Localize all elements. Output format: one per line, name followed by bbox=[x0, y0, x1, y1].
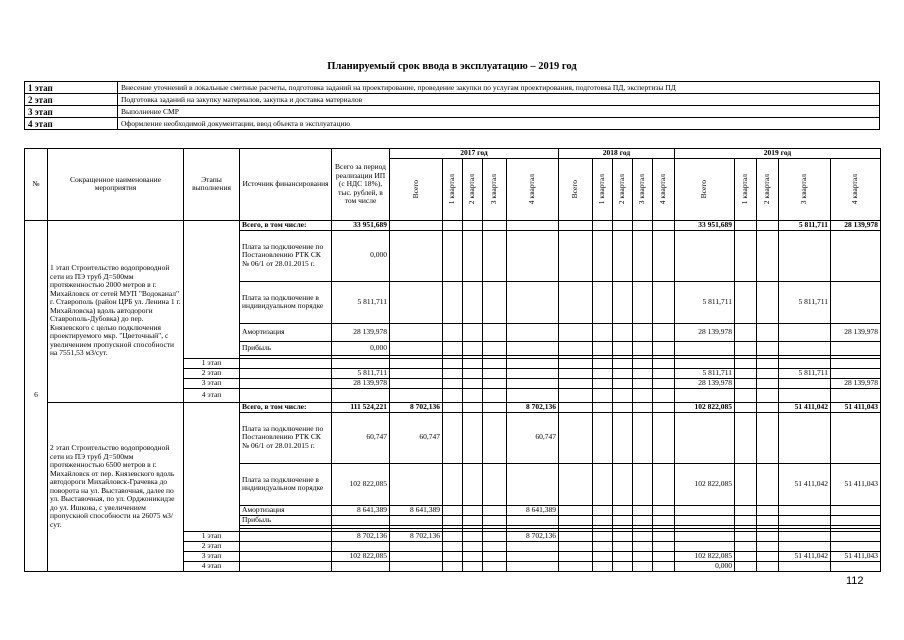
value-cell: 8 702,136 bbox=[507, 531, 559, 541]
stage-label: 3 этап bbox=[25, 106, 118, 118]
value-cell: 51 411,042 bbox=[779, 463, 831, 505]
col-q2-2017: 2 квартал bbox=[467, 173, 477, 205]
col-q3-2018: 3 квартал bbox=[637, 173, 647, 205]
value-cell: 60,747 bbox=[332, 412, 390, 463]
stage-text: Подготовка заданий на закупку материалов, закупка и доставка материалов bbox=[118, 94, 880, 106]
stage-cell: 2 этап bbox=[184, 368, 240, 378]
table-row bbox=[25, 402, 881, 412]
stage-row bbox=[25, 118, 880, 130]
col-q2-2018: 2 квартал bbox=[617, 173, 627, 205]
source-label: Всего, в том числе: bbox=[240, 220, 332, 230]
value-cell: 28 139,978 bbox=[332, 378, 390, 388]
stage-row bbox=[25, 82, 880, 94]
source-label: Амортизация bbox=[240, 505, 332, 515]
row-number: 6 bbox=[25, 220, 48, 571]
col-q4-2019: 4 квартал bbox=[850, 173, 860, 205]
value-cell: 5 811,711 bbox=[779, 368, 831, 378]
stage-cell: 3 этап bbox=[184, 551, 240, 561]
value-cell: 8 702,136 bbox=[390, 531, 443, 541]
value-cell: 28 139,978 bbox=[332, 323, 390, 341]
value-cell: 51 411,042 bbox=[779, 551, 831, 561]
value-cell: 0,000 bbox=[675, 561, 735, 571]
col-all-2018: Всего bbox=[570, 179, 580, 199]
col-q1-2019: 1 квартал bbox=[740, 173, 750, 205]
stages-table bbox=[24, 81, 880, 130]
value-cell: 5 811,711 bbox=[675, 368, 735, 378]
value-cell: 51 411,042 bbox=[779, 402, 831, 412]
stage-text: Внесение уточнений в локальные сметные расчеты, подготовка заданий на проектирование, проведение закупки по услугам проектирования, подготовка ПД, экспертизы ПД bbox=[118, 82, 880, 94]
project-name: 1 этап Строительство водопроводной сети из ПЭ труб Д=500мм протяженностью 2000 метров в г. Михайловск от сетей МУП "Водоканал" г. Ставрополь (район ЦРБ ул. Ленина 1 г. Михайловска) вдоль автодороги Ставрополь-Дубовка) до пер. Князевского с целью подключения проектируемого мкр. "Цветочный", с увеличением пропускной способности на 7551,53 м3/сут. bbox=[48, 220, 184, 402]
source-label: Амортизация bbox=[240, 323, 332, 341]
value-cell: 28 139,978 bbox=[831, 323, 881, 341]
value-cell: 8 641,389 bbox=[332, 505, 390, 515]
source-label: Плата за подключение по Постановлению РТК СК № 06/1 от 28.01.2015 г. bbox=[240, 412, 332, 463]
stage-cell: 2 этап bbox=[184, 541, 240, 551]
stage-text: Оформление необходимой документации, ввод объекта в эксплуатацию bbox=[118, 118, 880, 130]
stage-label: 1 этап bbox=[25, 82, 118, 94]
col-stages: Этапы выполнения bbox=[184, 149, 240, 221]
col-q3-2017: 3 квартал bbox=[489, 173, 499, 205]
value-cell: 8 702,136 bbox=[507, 402, 559, 412]
source-label: Плата за подключение по Постановлению РТК СК № 06/1 от 28.01.2015 г. bbox=[240, 230, 332, 281]
col-q1-2018: 1 квартал bbox=[597, 173, 607, 205]
value-cell: 0,000 bbox=[332, 230, 390, 281]
value-cell: 33 951,689 bbox=[332, 220, 390, 230]
col-q2-2019: 2 квартал bbox=[762, 173, 772, 205]
value-cell: 102 822,085 bbox=[332, 551, 390, 561]
page-number: 112 bbox=[846, 575, 864, 587]
value-cell: 28 139,978 bbox=[675, 323, 735, 341]
col-q3-2019: 3 квартал bbox=[799, 173, 809, 205]
stage-row bbox=[25, 94, 880, 106]
col-q1-2017: 1 квартал bbox=[447, 173, 457, 205]
value-cell: 102 822,085 bbox=[675, 551, 735, 561]
value-cell: 102 822,085 bbox=[332, 463, 390, 505]
value-cell: 33 951,689 bbox=[675, 220, 735, 230]
col-num: № bbox=[25, 149, 48, 221]
source-label: Всего, в том числе: bbox=[240, 402, 332, 412]
value-cell: 28 139,978 bbox=[831, 378, 881, 388]
value-cell: 102 822,085 bbox=[675, 402, 735, 412]
stage-label: 2 этап bbox=[25, 94, 118, 106]
stage-text: Выполнение СМР bbox=[118, 106, 880, 118]
col-all-2017: Всего bbox=[410, 179, 420, 199]
value-cell: 28 139,978 bbox=[831, 220, 881, 230]
col-year-2019: 2019 год bbox=[675, 149, 881, 159]
col-q4-2018: 4 квартал bbox=[658, 173, 668, 205]
value-cell: 0,000 bbox=[332, 341, 390, 355]
source-label: Плата за подключение в индивидуальном порядке bbox=[240, 281, 332, 323]
stage-cell: 4 этап bbox=[184, 561, 240, 571]
stage-cell: 1 этап bbox=[184, 358, 240, 368]
value-cell: 8 702,136 bbox=[332, 531, 390, 541]
source-label: Плата за подключение в индивидуальном порядке bbox=[240, 463, 332, 505]
col-total: Всего за период реализации ИП (с НДС 18%), тыс. рублей, в том числе bbox=[332, 149, 390, 221]
col-source: Источник финансирования bbox=[240, 149, 332, 221]
value-cell: 60,747 bbox=[507, 412, 559, 463]
stage-cell: 4 этап bbox=[184, 388, 240, 402]
col-all-2019: Всего bbox=[699, 179, 709, 199]
value-cell: 102 822,085 bbox=[675, 463, 735, 505]
value-cell: 28 139,978 bbox=[675, 378, 735, 388]
table-row bbox=[25, 220, 881, 230]
value-cell: 5 811,711 bbox=[332, 281, 390, 323]
stage-cell: 3 этап bbox=[184, 378, 240, 388]
value-cell: 5 811,711 bbox=[779, 281, 831, 323]
stage-cell: 1 этап bbox=[184, 531, 240, 541]
value-cell: 51 411,043 bbox=[831, 551, 881, 561]
value-cell: 8 641,389 bbox=[507, 505, 559, 515]
value-cell: 51 411,043 bbox=[831, 463, 881, 505]
value-cell: 60,747 bbox=[390, 412, 443, 463]
value-cell: 5 811,711 bbox=[675, 281, 735, 323]
value-cell: 8 702,136 bbox=[390, 402, 443, 412]
value-cell: 51 411,043 bbox=[831, 402, 881, 412]
project-name: 2 этап Строительство водопроводной сети из ПЭ труб Д=500мм протяженностью 6500 метров в г. Михайловск от пер. Князевского вдоль автодороги Михайловск-Грачевка до поворота на ул. Выставочная, далее по ул. Выставочная, по ул. Орджоникидзе до ул. Ишкова, с увеличением пропускной способности на 26075 м3/сут. bbox=[48, 402, 184, 571]
value-cell: 5 811,711 bbox=[332, 368, 390, 378]
investment-table bbox=[24, 148, 881, 572]
page-title: Планируемый срок ввода в эксплуатацию – 2019 год bbox=[327, 61, 577, 72]
source-label: Прибыль bbox=[240, 515, 332, 525]
col-name: Сокращенное наименование мероприятия bbox=[48, 149, 184, 221]
value-cell: 5 811,711 bbox=[779, 220, 831, 230]
value-cell: 8 641,389 bbox=[390, 505, 443, 515]
stage-label: 4 этап bbox=[25, 118, 118, 130]
stage-row bbox=[25, 106, 880, 118]
col-year-2018: 2018 год bbox=[559, 149, 675, 159]
source-label: Прибыль bbox=[240, 341, 332, 355]
col-year-2017: 2017 год bbox=[390, 149, 559, 159]
value-cell: 111 524,221 bbox=[332, 402, 390, 412]
col-q4-2017: 4 квартал bbox=[527, 173, 537, 205]
